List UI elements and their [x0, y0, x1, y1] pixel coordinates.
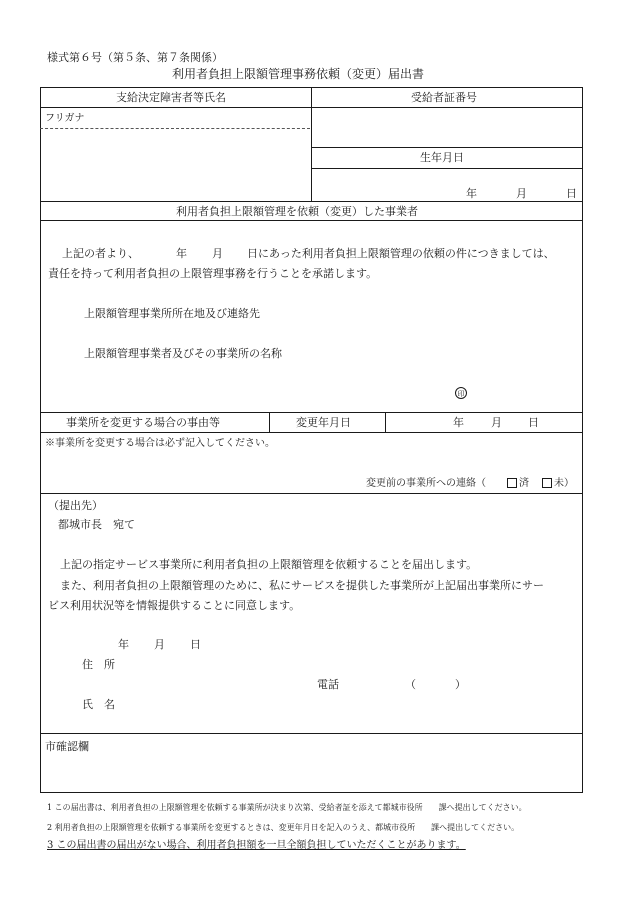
consent-year: 年	[176, 247, 187, 260]
phone-label: 電話	[317, 678, 339, 691]
city-check-label: 市確認欄	[45, 740, 89, 753]
city-check-field	[44, 756, 580, 790]
change-note: ※事業所を変更する場合は必ず記入してください。	[45, 438, 275, 449]
change-month: 月	[491, 416, 502, 429]
cert-number-label: 受給者証番号	[411, 91, 477, 104]
dob-day: 日	[566, 187, 577, 200]
phone-open: （	[405, 678, 416, 691]
change-reason-label: 事業所を変更する場合の事由等	[66, 416, 220, 429]
dob-label: 生年月日	[420, 151, 464, 164]
submit-to-label: （提出先）	[48, 499, 103, 512]
change-day: 日	[528, 416, 539, 429]
consent-month: 月	[212, 247, 223, 260]
dob-month: 月	[516, 187, 527, 200]
furigana-label: フリガナ	[45, 113, 85, 124]
form-number: 様式第６号（第５条、第７条関係）	[47, 51, 223, 64]
done-label: 済	[519, 478, 529, 489]
address-label: 住 所	[82, 658, 115, 671]
consent-line1-b: 日にあった利用者負担上限額管理の依頼の件につきましては、	[247, 247, 555, 260]
change-year: 年	[453, 416, 464, 429]
submission-para1: 上記の指定サービス事業所に利用者負担の上限額管理を依頼することを届出します。	[60, 558, 478, 571]
submission-year: 年	[118, 638, 129, 651]
change-date-label: 変更年月日	[296, 416, 351, 429]
not-done-checkbox[interactable]	[542, 478, 552, 488]
note-2: 2 利用者負担の上限額管理を依頼する事業所を変更するときは、変更年月日を記入のうえ、都城市役所 課へ提出してください。	[47, 823, 520, 832]
dob-year: 年	[466, 187, 477, 200]
recipient: 都城市長 宛て	[58, 518, 135, 531]
note-3: 3 この届出書の届出がない場合、利用者負担額を一旦全額負担していただくことがあります。	[47, 840, 466, 851]
provider-address-label: 上限額管理事業所所在地及び連絡先	[84, 307, 260, 320]
applicant-name-field[interactable]	[44, 131, 308, 198]
not-done-label: 未）	[554, 478, 574, 489]
provider-name-label: 上限額管理事業者及びその事業所の名称	[84, 347, 282, 360]
cert-number-field[interactable]	[314, 110, 580, 145]
contact-prefix: 変更前の事業所への連絡（	[366, 478, 486, 489]
phone-close: ）	[455, 678, 466, 691]
submission-para2-line2: ビス利用状況等を情報提供することに同意します。	[48, 599, 301, 612]
submission-para2-line1: また、利用者負担の上限額管理のために、私にサービスを提供した事業所が上記届出事業所にサー	[60, 579, 544, 592]
consent-line1-a: 上記の者より、	[62, 247, 139, 260]
form-title: 利用者負担上限額管理事務依頼（変更）届出書	[172, 67, 425, 81]
provider-section-title: 利用者負担上限額管理を依頼（変更）した事業者	[176, 205, 418, 218]
consent-line2: 責任を持って利用者負担の上限管理事務を行うことを承諾します。	[48, 267, 378, 280]
applicant-name-label: 支給決定障害者等氏名	[116, 91, 226, 104]
note-1: 1 この届出書は、利用者負担の上限額管理を依頼する事業所が決まり次第、受給者証を添えて都城市役所 課へ提出してください。	[47, 803, 527, 812]
submission-month: 月	[154, 638, 165, 651]
submission-day: 日	[190, 638, 201, 651]
seal-mark: 印	[455, 387, 467, 399]
name-label: 氏 名	[82, 698, 115, 711]
done-checkbox[interactable]	[507, 478, 517, 488]
